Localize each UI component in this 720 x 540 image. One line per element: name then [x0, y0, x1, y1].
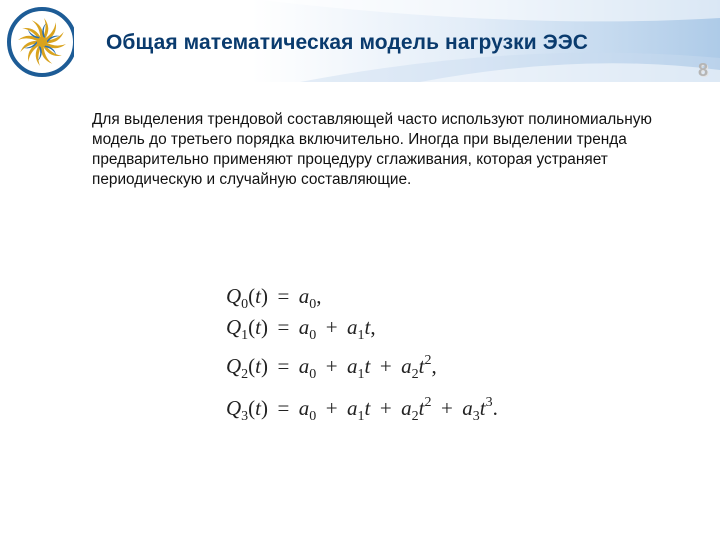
slide-title: Общая математическая модель нагрузки ЭЭС	[106, 31, 589, 54]
formula-q1: $Q_1(t) = a_0 + a_1t$,	[226, 315, 376, 343]
body-paragraph: Для выделения трендовой составляющей часто используют полиномиальную модель до третьего порядка включительно. Иногда при выделении тренда предварительно применяют процедуру сглаживания, которая устраняет периодическую и случайную составляющие.	[92, 111, 652, 188]
formula-block	[226, 281, 526, 422]
formula-q3: $Q_3(t) = a_0 + a_1t + a_2t^2 + a_3t^3$.	[226, 395, 498, 424]
formula-q0: $Q_0(t) = a_0$,	[226, 284, 322, 312]
page-number: 8	[697, 60, 708, 80]
sun-swirl-logo-icon	[4, 2, 80, 82]
formula-q2: $Q_2(t) = a_0 + a_1t + a_2t^2$,	[226, 353, 437, 382]
